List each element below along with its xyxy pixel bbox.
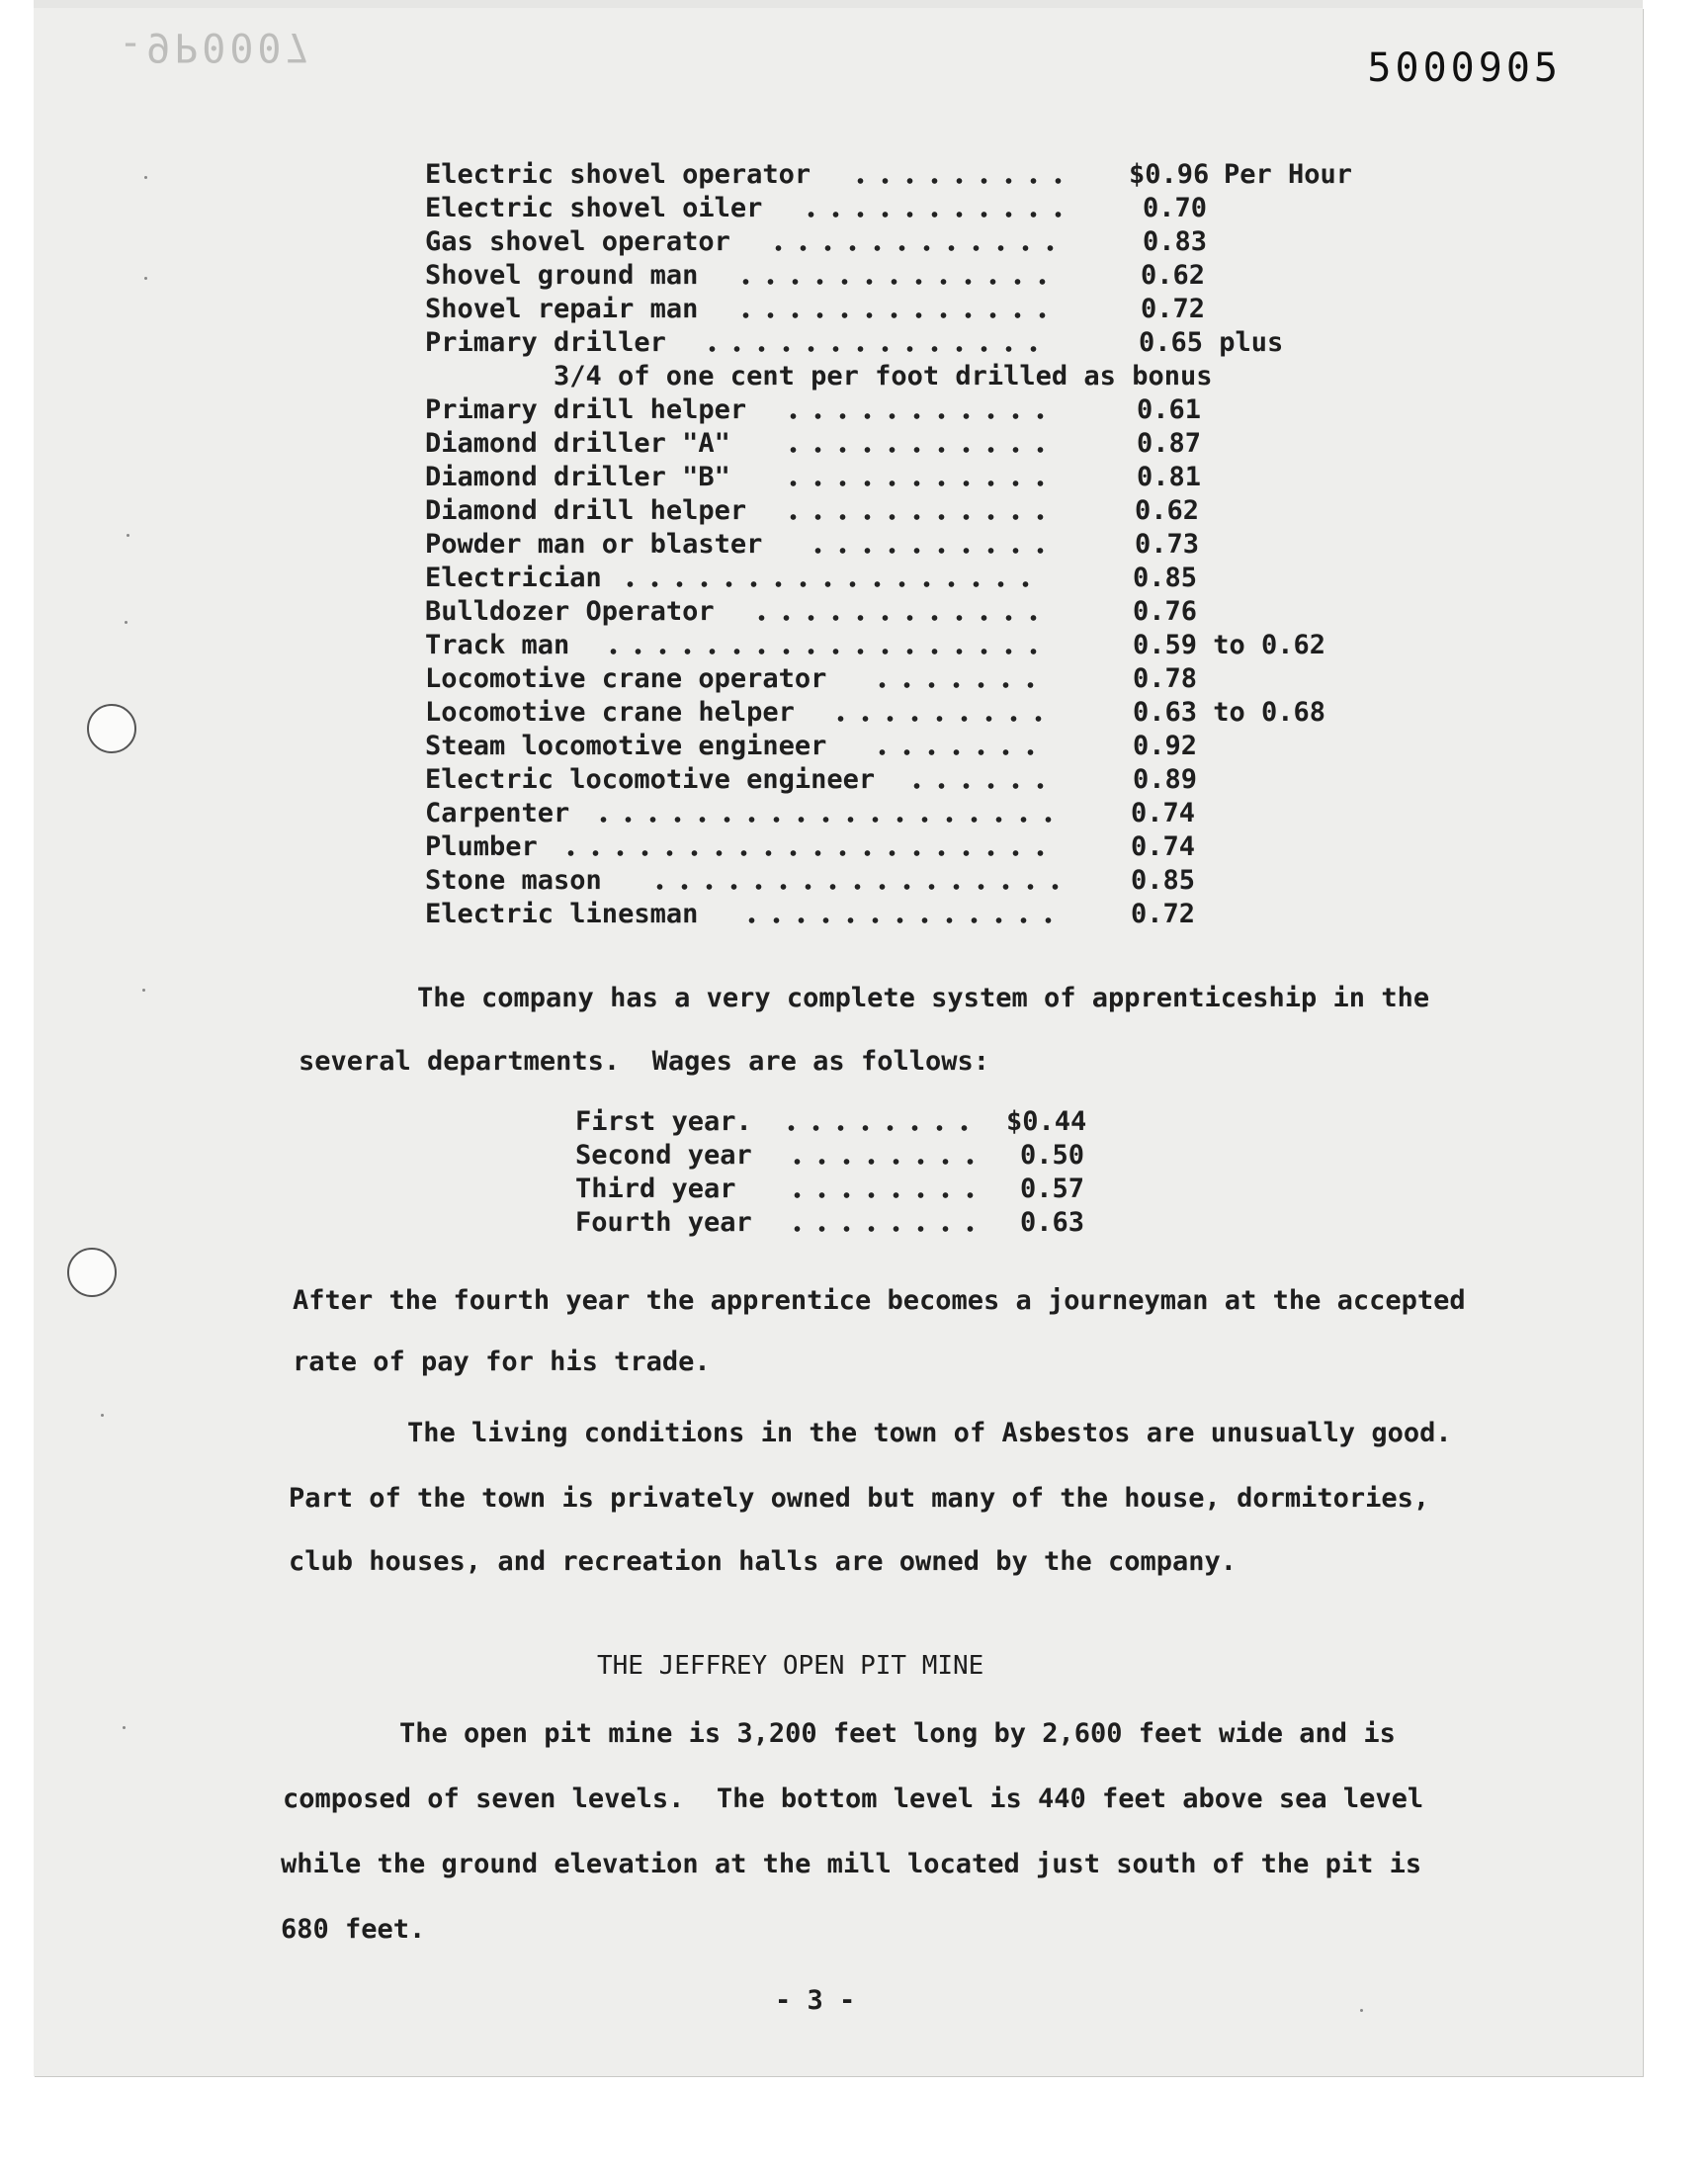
wage-value: 0.85	[1131, 865, 1196, 896]
wage-rate-row	[425, 158, 1374, 192]
wage-value: 0.83	[1143, 226, 1208, 257]
leader-dots	[828, 696, 1051, 730]
wage-rate-row	[425, 427, 1374, 461]
leader-dots	[749, 595, 1046, 629]
wage-rate-row	[425, 763, 1374, 797]
apprentice-year: First year.	[575, 1106, 752, 1137]
apprentice-year: Second year	[575, 1140, 752, 1171]
apprentice-wage-value: 0.63	[1020, 1207, 1085, 1238]
leader-dots	[870, 662, 1043, 696]
leader-dots	[848, 158, 1070, 192]
document-number: 5000905	[1367, 45, 1562, 91]
apprenticeship-intro-line: The company has a very complete system of apprenticeship in the	[417, 983, 1430, 1013]
job-title: Diamond driller "A"	[425, 428, 730, 459]
section-title: THE JEFFREY OPEN PIT MINE	[597, 1651, 984, 1681]
living-conditions-line: Part of the town is privately owned but many of the house, dormitories,	[289, 1483, 1430, 1514]
job-title: Electric shovel oiler	[425, 193, 763, 223]
paper-speck	[142, 989, 145, 992]
bleed-through-number: -9P0007	[119, 24, 313, 69]
paper-speck	[101, 1414, 104, 1417]
job-title: Diamond drill helper	[425, 495, 747, 526]
leader-dots	[870, 730, 1043, 763]
unit-label: Per Hour	[1224, 159, 1353, 190]
apprentice-wage-list	[575, 1105, 1129, 1240]
wage-value: 0.89	[1133, 764, 1198, 795]
apprentice-wage-value: $0.44	[1006, 1106, 1087, 1137]
journeyman-line: After the fourth year the apprentice becomes a journeyman at the accepted	[293, 1285, 1466, 1316]
wage-value: 0.87	[1137, 428, 1202, 459]
apprentice-wage-row	[575, 1105, 1129, 1139]
mine-description-line: 680 feet.	[281, 1914, 426, 1945]
leader-dots	[618, 562, 1038, 595]
wage-rate-row	[425, 326, 1374, 360]
wage-rate-row	[425, 259, 1374, 293]
leader-dots	[781, 427, 1053, 461]
bonus-note: 3/4 of one cent per foot drilled as bonus	[554, 361, 1213, 392]
paper-speck	[127, 534, 129, 537]
wage-value: 0.59 to 0.62	[1133, 630, 1326, 660]
job-title: Steam locomotive engineer	[425, 731, 827, 761]
leader-dots	[591, 797, 1061, 830]
punch-hole-upper	[87, 704, 136, 753]
wage-value: 0.85	[1133, 563, 1198, 593]
wage-value: 0.70	[1143, 193, 1208, 223]
job-title: Gas shovel operator	[425, 226, 730, 257]
leader-dots	[700, 326, 1046, 360]
job-title: Primary driller	[425, 327, 666, 358]
bonus-note-row	[425, 360, 1374, 393]
job-title: Carpenter	[425, 798, 570, 828]
apprentice-year: Third year	[575, 1174, 736, 1204]
leader-dots	[733, 293, 1055, 326]
apprentice-wage-row	[575, 1173, 1129, 1206]
leader-dots	[799, 192, 1070, 225]
wage-rate-row	[425, 696, 1374, 730]
job-title: Track man	[425, 630, 570, 660]
job-title: Electric shovel operator	[425, 159, 811, 190]
wage-rate-row	[425, 864, 1374, 898]
page-number: - 3 -	[775, 1985, 856, 2016]
job-title: Electrician	[425, 563, 602, 593]
wage-rate-row	[425, 293, 1374, 326]
wage-rate-row	[425, 730, 1374, 763]
leader-dots	[647, 864, 1068, 898]
job-title: Electric locomotive engineer	[425, 764, 876, 795]
wage-value: $0.96	[1129, 159, 1210, 190]
wage-rate-row	[425, 494, 1374, 528]
paper-speck	[1360, 2009, 1363, 2012]
job-title: Locomotive crane operator	[425, 663, 827, 694]
leader-dots	[733, 259, 1055, 293]
wage-rate-row	[425, 192, 1374, 225]
wage-rate-row	[425, 595, 1374, 629]
leader-dots	[781, 393, 1053, 427]
paper-speck	[123, 1726, 126, 1729]
job-title: Plumber	[425, 831, 538, 862]
wage-rate-row	[425, 528, 1374, 562]
leader-dots	[781, 494, 1053, 528]
wage-rate-row	[425, 629, 1374, 662]
job-title: Shovel repair man	[425, 294, 699, 324]
living-conditions-line: The living conditions in the town of Asbestos are unusually good.	[407, 1418, 1452, 1448]
leader-dots	[739, 898, 1061, 931]
wage-rate-row	[425, 461, 1374, 494]
wage-value: 0.81	[1137, 462, 1202, 492]
wage-value: 0.73	[1135, 529, 1200, 560]
apprenticeship-intro-line: several departments. Wages are as follows:	[299, 1046, 989, 1077]
apprentice-wage-value: 0.50	[1020, 1140, 1085, 1171]
wage-value: 0.62	[1141, 260, 1206, 291]
wage-value: 0.76	[1133, 596, 1198, 627]
wage-rate-row	[425, 662, 1374, 696]
leader-dots	[766, 225, 1063, 259]
job-title: Bulldozer Operator	[425, 596, 715, 627]
mine-description-line: The open pit mine is 3,200 feet long by 2,600 feet wide and is	[399, 1718, 1396, 1749]
wage-value: 0.78	[1133, 663, 1198, 694]
leader-dots	[806, 528, 1053, 562]
wage-rate-row	[425, 830, 1374, 864]
wage-rate-row	[425, 225, 1374, 259]
wage-value: 0.74	[1131, 831, 1196, 862]
apprentice-wage-row	[575, 1206, 1129, 1240]
wage-value: 0.74	[1131, 798, 1196, 828]
leader-dots	[781, 461, 1053, 494]
punch-hole-lower	[67, 1248, 117, 1297]
leader-dots	[558, 830, 1053, 864]
leader-dots	[785, 1173, 982, 1206]
apprentice-wage-value: 0.57	[1020, 1174, 1085, 1204]
wage-value: 0.92	[1133, 731, 1198, 761]
wage-value: 0.62	[1135, 495, 1200, 526]
journeyman-line: rate of pay for his trade.	[293, 1347, 711, 1377]
job-title: Shovel ground man	[425, 260, 699, 291]
page-top-edge	[34, 0, 1643, 8]
apprentice-wage-row	[575, 1139, 1129, 1173]
paper-speck	[144, 176, 147, 179]
wage-rate-list	[425, 158, 1374, 931]
paper-speck	[144, 277, 147, 280]
job-title: Powder man or blaster	[425, 529, 763, 560]
wage-rate-row	[425, 898, 1374, 931]
apprentice-year: Fourth year	[575, 1207, 752, 1238]
job-title: Primary drill helper	[425, 394, 747, 425]
leader-dots	[601, 629, 1046, 662]
wage-rate-row	[425, 393, 1374, 427]
wage-value: 0.72	[1131, 899, 1196, 929]
mine-description-line: while the ground elevation at the mill located just south of the pit is	[281, 1849, 1422, 1879]
job-title: Diamond driller "B"	[425, 462, 730, 492]
wage-rate-row	[425, 797, 1374, 830]
job-title: Locomotive crane helper	[425, 697, 795, 728]
wage-value: 0.65 plus	[1139, 327, 1284, 358]
mine-description-line: composed of seven levels. The bottom level is 440 feet above sea level	[283, 1784, 1424, 1814]
wage-value: 0.72	[1141, 294, 1206, 324]
wage-value: 0.63 to 0.68	[1133, 697, 1326, 728]
wage-rate-row	[425, 562, 1374, 595]
leader-dots	[785, 1206, 982, 1240]
leader-dots	[779, 1105, 977, 1139]
leader-dots	[904, 763, 1053, 797]
job-title: Electric linesman	[425, 899, 699, 929]
leader-dots	[785, 1139, 982, 1173]
job-title: Stone mason	[425, 865, 602, 896]
wage-value: 0.61	[1137, 394, 1202, 425]
living-conditions-line: club houses, and recreation halls are owned by the company.	[289, 1546, 1238, 1577]
paper-speck	[125, 621, 128, 624]
